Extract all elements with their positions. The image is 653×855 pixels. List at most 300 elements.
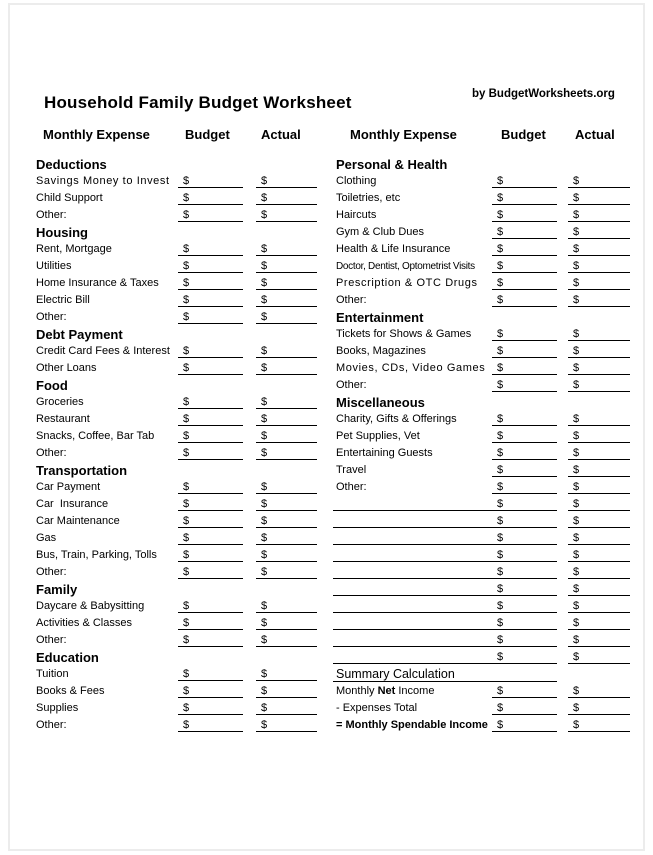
expense-label: Gas	[36, 532, 57, 544]
section-title: Education	[36, 650, 99, 665]
budget-field[interactable]	[492, 377, 557, 392]
actual-field[interactable]	[256, 683, 317, 698]
expense-row	[333, 360, 630, 377]
actual-field[interactable]	[568, 258, 630, 273]
expense-label: Snacks, Coffee, Bar Tab	[36, 430, 155, 442]
dollar-sign: $	[261, 515, 268, 527]
budget-field[interactable]	[178, 615, 243, 630]
blank-expense-row	[333, 632, 630, 649]
actual-field[interactable]	[256, 207, 317, 222]
dollar-sign: $	[497, 209, 504, 221]
dollar-sign: $	[183, 719, 190, 731]
summary-label	[336, 684, 434, 699]
actual-field[interactable]	[256, 564, 317, 579]
blank-label-and-budget-field[interactable]	[333, 513, 557, 528]
dollar-sign: $	[261, 719, 268, 731]
dollar-sign: $	[261, 532, 268, 544]
expense-label: Supplies	[36, 702, 79, 714]
budget-field[interactable]	[178, 598, 243, 613]
dollar-sign: $	[261, 617, 268, 629]
actual-field[interactable]	[256, 598, 317, 613]
actual-field[interactable]	[568, 275, 630, 290]
dollar-sign: $	[573, 243, 580, 255]
budget-field[interactable]	[178, 564, 243, 579]
summary-header-row	[333, 666, 630, 683]
expense-row	[36, 207, 317, 224]
dollar-sign: $	[573, 413, 580, 425]
expense-label: Car Payment	[36, 481, 101, 493]
dollar-sign: $	[261, 277, 268, 289]
expense-label: Other:	[36, 209, 67, 221]
budget-field[interactable]	[492, 360, 557, 375]
dollar-sign: $	[497, 515, 504, 527]
expense-label: Home Insurance & Taxes	[36, 277, 159, 289]
expense-label: Other:	[36, 566, 67, 578]
expense-row	[36, 513, 317, 530]
budget-field[interactable]	[178, 547, 243, 562]
budget-field[interactable]	[492, 462, 557, 477]
actual-field[interactable]	[568, 683, 630, 698]
dollar-sign: $	[183, 498, 190, 510]
actual-field[interactable]	[256, 496, 317, 511]
byline-credit: by BudgetWorksheets.org	[472, 88, 615, 100]
actual-field[interactable]	[568, 700, 630, 715]
expense-row	[333, 275, 630, 292]
expense-row	[333, 241, 630, 258]
actual-field[interactable]	[256, 445, 317, 460]
budget-field[interactable]	[178, 394, 243, 409]
dollar-sign: $	[497, 175, 504, 187]
col-header-actual-right: Actual	[575, 127, 615, 142]
actual-field[interactable]	[568, 428, 630, 443]
expense-label: Daycare & Babysitting	[36, 600, 145, 612]
dollar-sign: $	[183, 209, 190, 221]
expense-label: Tickets for Shows & Games	[336, 328, 472, 340]
budget-field[interactable]	[492, 275, 557, 290]
expense-label: Gym & Club Dues	[336, 226, 425, 238]
actual-field[interactable]	[256, 394, 317, 409]
dollar-sign: $	[261, 668, 268, 680]
left-column	[36, 156, 317, 734]
actual-field[interactable]	[256, 717, 317, 732]
expense-row	[36, 683, 317, 700]
dollar-sign: $	[497, 243, 504, 255]
summary-divider	[333, 681, 557, 682]
dollar-sign: $	[261, 243, 268, 255]
expense-row	[333, 411, 630, 428]
budget-field[interactable]	[492, 207, 557, 222]
section-title: Food	[36, 378, 68, 393]
dollar-sign: $	[497, 719, 504, 731]
expense-label: Tuition	[36, 668, 69, 680]
summary-label	[336, 718, 488, 733]
dollar-sign: $	[497, 345, 504, 357]
dollar-sign: $	[573, 260, 580, 272]
dollar-sign: $	[497, 328, 504, 340]
actual-field[interactable]	[256, 309, 317, 324]
summary-row	[333, 717, 630, 734]
actual-field[interactable]	[256, 479, 317, 494]
section-header-row	[333, 394, 630, 411]
dollar-sign: $	[183, 345, 190, 357]
dollar-sign: $	[261, 362, 268, 374]
dollar-sign: $	[183, 362, 190, 374]
blank-label-and-budget-field[interactable]	[333, 496, 557, 511]
budget-field[interactable]	[178, 292, 243, 307]
expense-row	[36, 309, 317, 326]
dollar-sign: $	[497, 617, 504, 629]
budget-field[interactable]	[492, 343, 557, 358]
actual-field[interactable]	[568, 598, 630, 613]
actual-field[interactable]	[568, 411, 630, 426]
section-title: Debt Payment	[36, 327, 123, 342]
expense-label: Pet Supplies, Vet	[336, 430, 420, 442]
budget-field[interactable]	[492, 173, 557, 188]
dollar-sign: $	[573, 226, 580, 238]
actual-field[interactable]	[256, 513, 317, 528]
section-header-row	[36, 581, 317, 598]
budget-field[interactable]	[492, 479, 557, 494]
dollar-sign: $	[573, 345, 580, 357]
actual-field[interactable]	[256, 343, 317, 358]
actual-field[interactable]	[256, 428, 317, 443]
blank-expense-row	[333, 564, 630, 581]
dollar-sign: $	[573, 328, 580, 340]
budget-field[interactable]	[178, 258, 243, 273]
dollar-sign: $	[573, 447, 580, 459]
actual-field[interactable]	[568, 377, 630, 392]
expense-label: Charity, Gifts & Offerings	[336, 413, 457, 425]
actual-field[interactable]	[568, 190, 630, 205]
dollar-sign: $	[573, 549, 580, 561]
dollar-sign: $	[183, 413, 190, 425]
actual-field[interactable]	[256, 292, 317, 307]
column-headers	[0, 126, 653, 144]
section-title: Entertainment	[336, 310, 424, 325]
expense-label: Restaurant	[36, 413, 90, 425]
expense-row	[36, 666, 317, 683]
actual-field[interactable]	[568, 496, 630, 511]
expense-label: Health & Life Insurance	[336, 243, 451, 255]
actual-field[interactable]	[256, 547, 317, 562]
expense-label: Haircuts	[336, 209, 377, 221]
dollar-sign: $	[183, 532, 190, 544]
blank-label-and-budget-field[interactable]	[333, 598, 557, 613]
actual-field[interactable]	[568, 241, 630, 256]
actual-field[interactable]	[568, 292, 630, 307]
dollar-sign: $	[183, 243, 190, 255]
dollar-sign: $	[573, 277, 580, 289]
actual-field[interactable]	[568, 207, 630, 222]
expense-label: Credit Card Fees & Interest	[36, 345, 170, 357]
dollar-sign: $	[261, 481, 268, 493]
section-header-row	[333, 156, 630, 173]
dollar-sign: $	[183, 175, 190, 187]
budget-field[interactable]	[492, 411, 557, 426]
dollar-sign: $	[261, 294, 268, 306]
actual-field[interactable]	[256, 530, 317, 545]
expense-row	[333, 224, 630, 241]
budget-field[interactable]	[178, 683, 243, 698]
expense-row	[36, 343, 317, 360]
blank-label-and-budget-field[interactable]	[333, 615, 557, 630]
expense-row	[36, 700, 317, 717]
expense-row	[36, 632, 317, 649]
dollar-sign: $	[261, 549, 268, 561]
actual-field[interactable]	[568, 632, 630, 647]
dollar-sign: $	[183, 634, 190, 646]
budget-field[interactable]	[178, 700, 243, 715]
budget-field[interactable]	[178, 343, 243, 358]
dollar-sign: $	[497, 294, 504, 306]
expense-row	[36, 360, 317, 377]
budget-field[interactable]	[492, 326, 557, 341]
dollar-sign: $	[497, 379, 504, 391]
dollar-sign: $	[497, 192, 504, 204]
blank-label-and-budget-field[interactable]	[333, 530, 557, 545]
budget-field[interactable]	[178, 717, 243, 732]
budget-field[interactable]	[492, 683, 557, 698]
actual-field[interactable]	[568, 547, 630, 562]
actual-field[interactable]	[256, 700, 317, 715]
budget-field[interactable]	[178, 530, 243, 545]
expense-row	[333, 445, 630, 462]
budget-field[interactable]	[492, 224, 557, 239]
expense-label: Electric Bill	[36, 294, 90, 306]
actual-field[interactable]	[568, 479, 630, 494]
budget-field[interactable]	[178, 632, 243, 647]
actual-field[interactable]	[568, 564, 630, 579]
dollar-sign: $	[497, 566, 504, 578]
budget-field[interactable]	[178, 411, 243, 426]
actual-field[interactable]	[568, 343, 630, 358]
budget-field[interactable]	[178, 309, 243, 324]
expense-label: Toiletries, etc	[336, 192, 401, 204]
dollar-sign: $	[183, 515, 190, 527]
dollar-sign: $	[497, 430, 504, 442]
actual-field[interactable]	[256, 173, 317, 188]
budget-field[interactable]	[492, 428, 557, 443]
dollar-sign: $	[497, 685, 504, 697]
dollar-sign: $	[497, 481, 504, 493]
expense-row	[36, 241, 317, 258]
budget-field[interactable]	[178, 479, 243, 494]
blank-label-and-budget-field[interactable]	[333, 649, 557, 664]
dollar-sign: $	[183, 617, 190, 629]
col-header-actual-left: Actual	[261, 127, 301, 142]
budget-field[interactable]	[178, 207, 243, 222]
dollar-sign: $	[261, 702, 268, 714]
dollar-sign: $	[183, 396, 190, 408]
actual-field[interactable]	[256, 360, 317, 375]
dollar-sign: $	[497, 277, 504, 289]
col-header-monthly-expense-right: Monthly Expense	[350, 127, 457, 142]
actual-field[interactable]	[256, 275, 317, 290]
blank-label-and-budget-field[interactable]	[333, 564, 557, 579]
actual-field[interactable]	[568, 649, 630, 664]
dollar-sign: $	[183, 549, 190, 561]
budget-field[interactable]	[178, 445, 243, 460]
expense-label: Child Support	[36, 192, 103, 204]
expense-row	[333, 326, 630, 343]
dollar-sign: $	[261, 600, 268, 612]
blank-expense-row	[333, 581, 630, 598]
budget-field[interactable]	[492, 190, 557, 205]
dollar-sign: $	[573, 498, 580, 510]
actual-field[interactable]	[256, 666, 317, 681]
blank-label-and-budget-field[interactable]	[333, 581, 557, 596]
dollar-sign: $	[261, 447, 268, 459]
dollar-sign: $	[183, 566, 190, 578]
section-header-row	[36, 156, 317, 173]
summary-label	[336, 701, 417, 716]
dollar-sign: $	[573, 362, 580, 374]
actual-field[interactable]	[256, 241, 317, 256]
dollar-sign: $	[497, 447, 504, 459]
expense-label: Other:	[336, 379, 367, 391]
dollar-sign: $	[573, 294, 580, 306]
actual-field[interactable]	[568, 581, 630, 596]
expense-label: Books & Fees	[36, 685, 105, 697]
actual-field[interactable]	[568, 173, 630, 188]
expense-row	[333, 462, 630, 479]
dollar-sign: $	[573, 209, 580, 221]
actual-field[interactable]	[568, 462, 630, 477]
summary-row	[333, 683, 630, 700]
budget-field[interactable]	[492, 241, 557, 256]
expense-label: Car Maintenance	[36, 515, 120, 527]
dollar-sign: $	[261, 430, 268, 442]
summary-label-part: = Monthly Spendable Income	[336, 719, 488, 731]
expense-label: Other:	[36, 719, 67, 731]
dollar-sign: $	[183, 447, 190, 459]
actual-field[interactable]	[568, 615, 630, 630]
right-column	[333, 156, 630, 734]
expense-row	[333, 377, 630, 394]
dollar-sign: $	[497, 549, 504, 561]
dollar-sign: $	[183, 277, 190, 289]
expense-row	[333, 173, 630, 190]
actual-field[interactable]	[256, 190, 317, 205]
expense-row	[36, 275, 317, 292]
budget-field[interactable]	[492, 700, 557, 715]
dollar-sign: $	[183, 294, 190, 306]
budget-field[interactable]	[178, 513, 243, 528]
dollar-sign: $	[261, 413, 268, 425]
actual-field[interactable]	[568, 326, 630, 341]
summary-label-part: Income	[395, 685, 435, 697]
actual-field[interactable]	[568, 717, 630, 732]
dollar-sign: $	[573, 481, 580, 493]
dollar-sign: $	[573, 600, 580, 612]
budget-field[interactable]	[178, 428, 243, 443]
expense-label: Car Insurance	[36, 498, 109, 510]
budget-field[interactable]	[178, 275, 243, 290]
dollar-sign: $	[497, 600, 504, 612]
expense-row	[36, 292, 317, 309]
budget-field[interactable]	[492, 258, 557, 273]
section-header-row	[36, 462, 317, 479]
blank-expense-row	[333, 530, 630, 547]
dollar-sign: $	[261, 498, 268, 510]
dollar-sign: $	[261, 175, 268, 187]
expense-label: Bus, Train, Parking, Tolls	[36, 549, 157, 561]
expense-row	[36, 445, 317, 462]
expense-label: Entertaining Guests	[336, 447, 433, 459]
section-title: Deductions	[36, 157, 107, 172]
dollar-sign: $	[261, 209, 268, 221]
budget-field[interactable]	[178, 496, 243, 511]
dollar-sign: $	[497, 583, 504, 595]
expense-label: Groceries	[36, 396, 84, 408]
expense-row	[36, 190, 317, 207]
expense-row	[36, 496, 317, 513]
dollar-sign: $	[497, 413, 504, 425]
actual-field[interactable]	[568, 513, 630, 528]
section-title: Transportation	[36, 463, 128, 478]
expense-row	[36, 411, 317, 428]
actual-field[interactable]	[568, 224, 630, 239]
dollar-sign: $	[183, 702, 190, 714]
actual-field[interactable]	[568, 530, 630, 545]
budget-field[interactable]	[178, 173, 243, 188]
blank-label-and-budget-field[interactable]	[333, 547, 557, 562]
summary-label-part: Monthly	[336, 685, 378, 697]
expense-row	[36, 717, 317, 734]
dollar-sign: $	[261, 192, 268, 204]
dollar-sign: $	[183, 260, 190, 272]
budget-field[interactable]	[492, 445, 557, 460]
expense-label: Other Loans	[36, 362, 97, 374]
budget-field[interactable]	[492, 292, 557, 307]
dollar-sign: $	[573, 566, 580, 578]
expense-label: Movies, CDs, Video Games	[336, 362, 486, 374]
actual-field[interactable]	[256, 632, 317, 647]
blank-expense-row	[333, 496, 630, 513]
budget-field[interactable]	[178, 190, 243, 205]
actual-field[interactable]	[256, 615, 317, 630]
dollar-sign: $	[183, 430, 190, 442]
budget-field[interactable]	[178, 241, 243, 256]
expense-label: Other:	[336, 294, 367, 306]
expense-row	[333, 343, 630, 360]
expense-row	[333, 428, 630, 445]
budget-field[interactable]	[178, 360, 243, 375]
blank-expense-row	[333, 649, 630, 666]
blank-label-and-budget-field[interactable]	[333, 632, 557, 647]
actual-field[interactable]	[256, 411, 317, 426]
budget-field[interactable]	[178, 666, 243, 681]
actual-field[interactable]	[568, 360, 630, 375]
summary-label-part: - Expenses Total	[336, 702, 418, 714]
expense-label: Activities & Classes	[36, 617, 132, 629]
dollar-sign: $	[183, 481, 190, 493]
expense-row	[333, 258, 630, 275]
dollar-sign: $	[573, 379, 580, 391]
section-header-row	[36, 377, 317, 394]
expense-row	[36, 258, 317, 275]
actual-field[interactable]	[256, 258, 317, 273]
actual-field[interactable]	[568, 445, 630, 460]
dollar-sign: $	[183, 668, 190, 680]
expense-label: Clothing	[336, 175, 377, 187]
expense-label: Savings Money to Invest	[36, 175, 170, 187]
dollar-sign: $	[261, 345, 268, 357]
summary-row	[333, 700, 630, 717]
dollar-sign: $	[573, 702, 580, 714]
expense-row	[36, 479, 317, 496]
budget-field[interactable]	[492, 717, 557, 732]
